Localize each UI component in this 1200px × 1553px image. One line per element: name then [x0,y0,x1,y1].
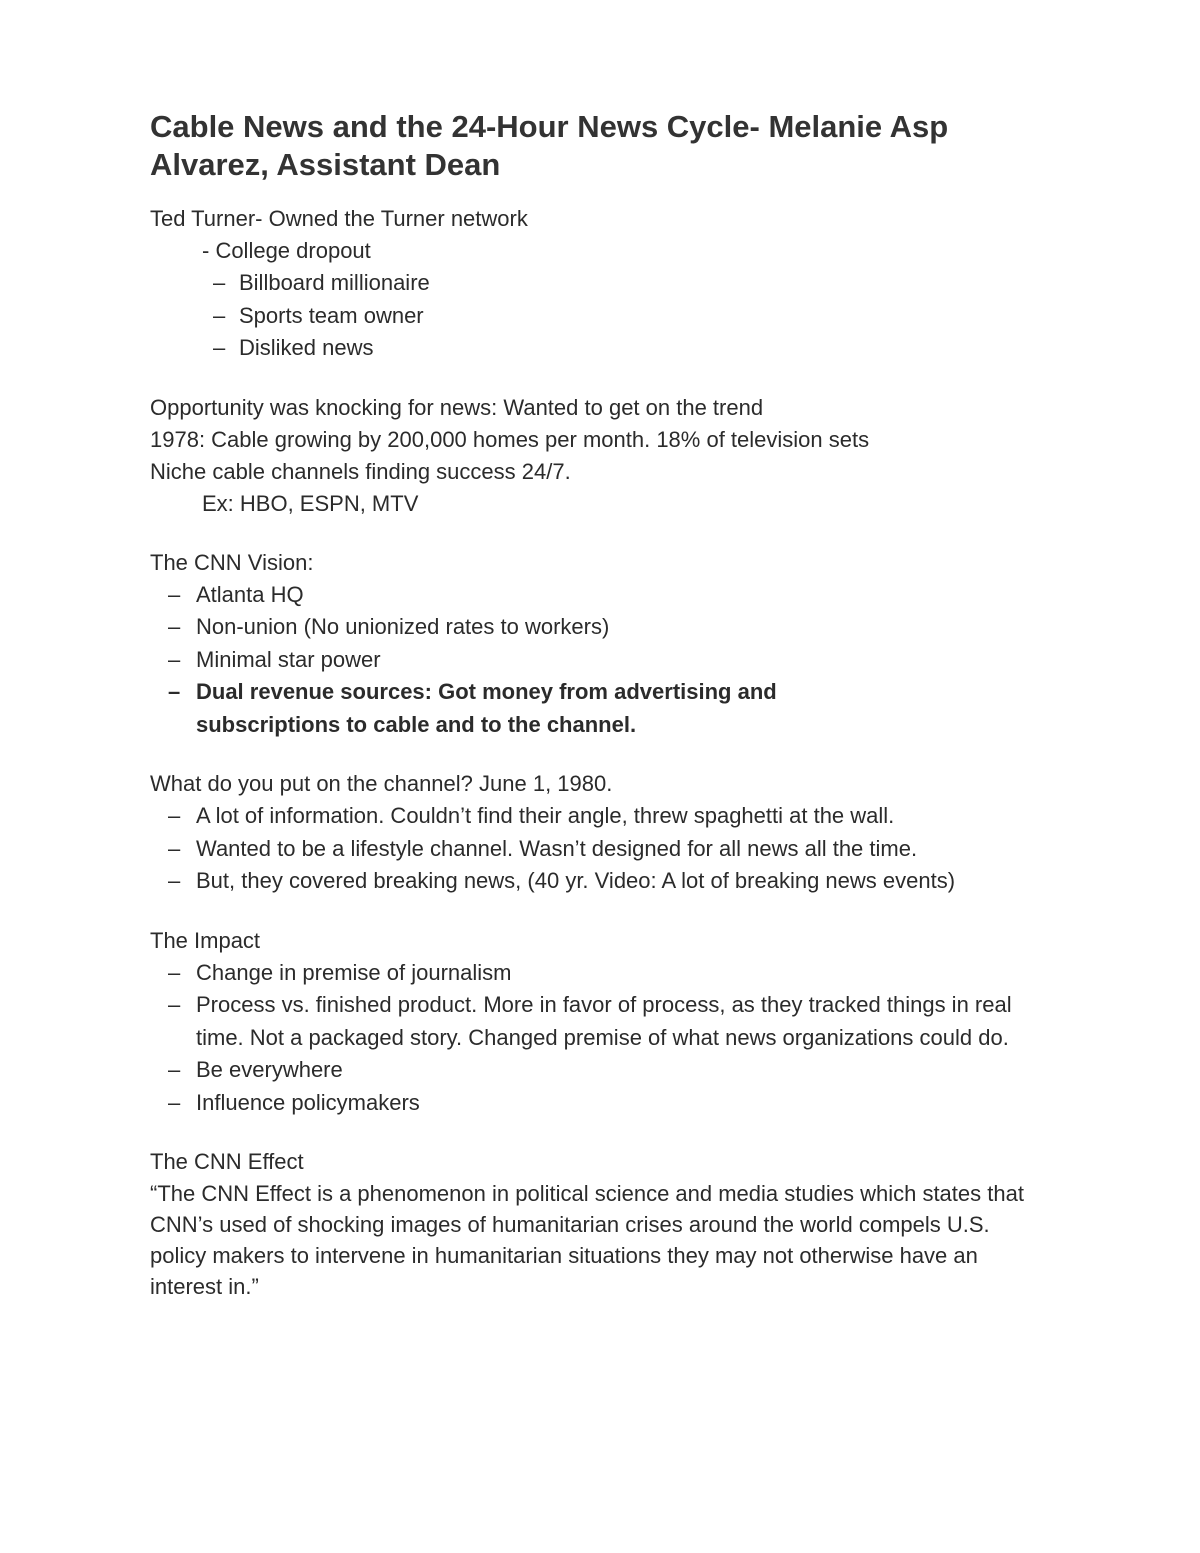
effect-section [150,1146,1050,1302]
list-item: – Atlanta HQ [150,579,1050,612]
list-item-bold: – Dual revenue sources: Got money from advertising and subscriptions to cable and to the channel. [150,676,896,741]
effect-quote: “The CNN Effect is a phenomenon in political science and media studies which states that CNN’s used of shocking images of humanitarian crises around the world compels U.S. policy makers to intervene in humanitarian situations they may not otherwise have an interest in.” [150,1181,1024,1299]
list-item: – Sports team owner [150,300,1050,333]
list-item: – Process vs. finished product. More in favor of process, as they tracked things in real time. Not a packaged story. Changed premise of what news organizations could do. [150,989,1046,1054]
turner-section [150,203,1050,365]
list-item: – Disliked news [150,332,1050,365]
document-title: Cable News and the 24-Hour News Cycle- Melanie Asp Alvarez, Assistant Dean [150,109,949,182]
list-item: – Be everywhere [150,1054,1050,1087]
cable-growth-line: 1978: Cable growing by 200,000 homes per month. 18% of television sets [150,426,870,452]
turner-list [150,267,1050,365]
vision-heading: The CNN Vision: [150,549,314,575]
opportunity-section [150,392,1050,520]
opportunity-line: Opportunity was knocking for news: Wanted to get on the trend [150,394,764,420]
list-item: – Wanted to be a lifestyle channel. Wasn’t designed for all news all the time. [150,833,996,866]
channel-section [150,768,1050,898]
list-item: – A lot of information. Couldn’t find their angle, threw spaghetti at the wall. [150,800,1050,833]
list-item: – Billboard millionaire [150,267,1050,300]
list-item: – Minimal star power [150,644,1050,677]
niche-channels-line: Niche cable channels finding success 24/7. [150,458,571,484]
impact-section [150,925,1050,1120]
document-page [150,108,1050,1329]
channel-heading: What do you put on the channel? June 1, 1980. [150,771,613,796]
list-item: – Change in premise of journalism [150,957,1050,990]
effect-heading: The CNN Effect [150,1149,304,1174]
turner-heading: Ted Turner- Owned the Turner network [150,206,528,231]
list-item: – But, they covered breaking news, (40 yr. Video: A lot of breaking news events) [150,865,1016,898]
list-item: – Non-union (No unionized rates to workers) [150,611,1050,644]
impact-list [150,957,1050,1120]
impact-heading: The Impact [150,927,261,953]
examples-line: Ex: HBO, ESPN, MTV [202,490,419,516]
vision-section [150,547,1050,742]
vision-list [150,579,1050,742]
list-item: – Influence policymakers [150,1087,1050,1120]
channel-list [150,800,1050,898]
turner-first-item: - College dropout [202,238,371,263]
